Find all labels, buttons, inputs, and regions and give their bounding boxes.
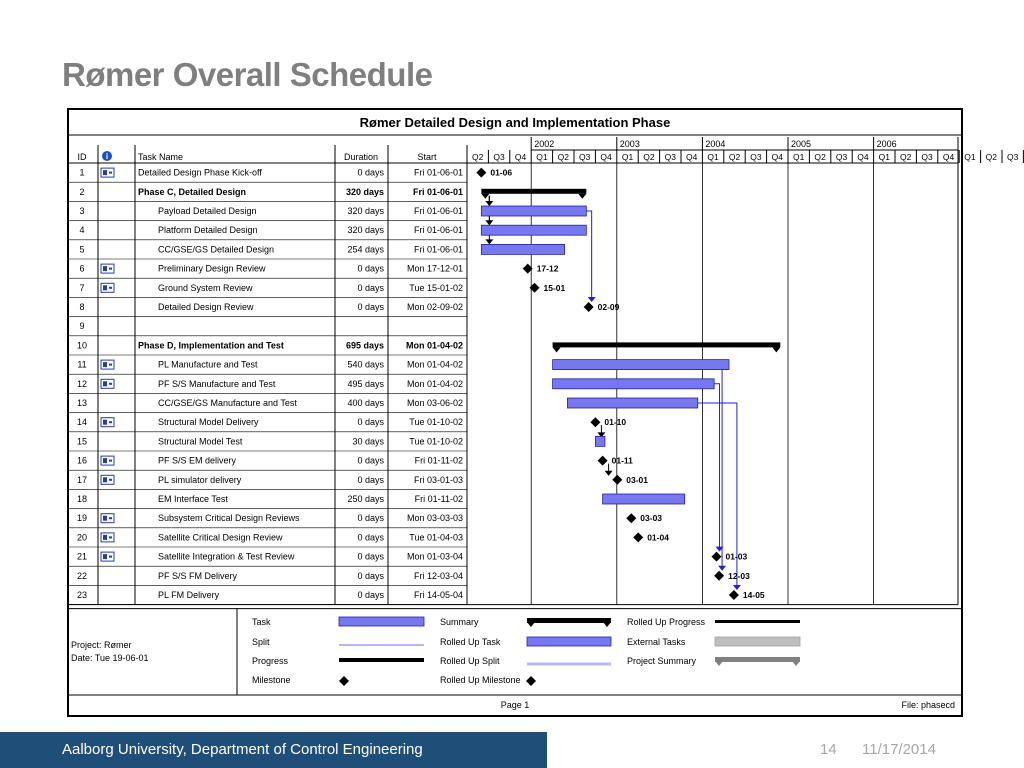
task-duration: 0 days [357, 167, 384, 178]
task-duration: 495 days [347, 378, 384, 389]
quarter-label: Q1 [793, 152, 805, 162]
header-start: Start [417, 152, 437, 162]
task-name: Phase D, Implementation and Test [138, 340, 284, 351]
note-icon-fill [103, 381, 107, 386]
quarter-label: Q3 [493, 152, 505, 162]
quarter-label: Q4 [942, 152, 955, 162]
task-name: PL Manufacture and Test [158, 359, 258, 370]
task-id: 14 [76, 417, 88, 428]
milestone-diamond [584, 302, 594, 312]
header-duration: Duration [343, 152, 379, 162]
summary-cap-right [578, 194, 586, 199]
task-duration: 695 days [345, 340, 384, 351]
legend-external-symbol [715, 637, 800, 646]
legend-rolled-milestone-symbol [526, 676, 536, 686]
task-bar [481, 225, 586, 235]
task-bar [595, 436, 605, 446]
milestone-label: 12-03 [728, 570, 750, 581]
milestone-label: 02-09 [597, 302, 620, 312]
task-duration: 320 days [347, 206, 384, 216]
task-id: 8 [79, 302, 85, 312]
task-name: Preliminary Design Review [158, 263, 266, 274]
quarter-label: Q3 [579, 152, 591, 162]
task-id: 1 [79, 167, 85, 178]
summary-bar [553, 342, 781, 347]
legend-summary-symbol [527, 618, 611, 623]
task-name: PF S/S Manufacture and Test [158, 378, 276, 389]
task-id: 23 [76, 590, 88, 600]
task-duration: 320 days [347, 225, 384, 236]
legend-item-label: Project Summary [627, 656, 697, 666]
note-icon-dot [109, 479, 112, 481]
quarter-label: Q2 [985, 152, 997, 162]
note-icon-fill [103, 285, 107, 290]
task-id: 13 [76, 398, 88, 408]
task-duration: 0 days [357, 474, 384, 485]
task-duration: 0 days [357, 551, 384, 562]
quarter-label: Q2 [557, 152, 569, 162]
task-id: 2 [79, 186, 85, 197]
milestone-link-arrow [605, 471, 613, 476]
task-bar [553, 379, 715, 389]
legend-item-label: Rolled Up Progress [627, 617, 706, 627]
task-start: Fri 12-03-04 [413, 570, 463, 581]
milestone-label: 01-10 [604, 417, 627, 428]
quarter-label: Q2 [814, 152, 826, 162]
dependency-arrow [733, 585, 741, 590]
note-icon-dot [109, 287, 112, 289]
legend-item-label: Summary [440, 617, 479, 627]
milestone-label: 15-01 [543, 282, 566, 293]
task-id: 21 [76, 551, 88, 562]
task-start: Mon 03-06-02 [406, 398, 463, 408]
task-name: Phase C, Detailed Design [138, 186, 247, 197]
task-id: 5 [79, 244, 85, 255]
note-icon [101, 475, 114, 484]
task-start: Mon 01-04-02 [406, 378, 463, 389]
task-id: 20 [76, 532, 88, 543]
task-name: PF S/S FM Delivery [158, 570, 238, 581]
note-icon-fill [103, 554, 107, 559]
task-start: Fri 03-01-03 [413, 474, 463, 485]
task-name: Structural Model Test [158, 436, 243, 447]
legend-task-symbol [339, 617, 424, 626]
task-id: 9 [79, 321, 85, 332]
note-icon-dot [109, 268, 112, 270]
legend-item-label: Task [252, 617, 271, 627]
dependency-link [714, 384, 719, 550]
legend-rolled-task-symbol [527, 637, 611, 646]
legend-project-summary-symbol [715, 657, 800, 662]
dependency-arrow [588, 297, 596, 302]
task-bar [553, 360, 729, 370]
note-icon-fill [103, 170, 107, 175]
legend-item-label: Progress [252, 656, 289, 666]
task-start: Mon 17-12-01 [406, 263, 463, 274]
quarter-label: Q1 [964, 152, 976, 162]
note-icon-fill [103, 362, 107, 367]
slide-title: Rømer Overall Schedule [62, 56, 433, 93]
milestone-diamond [729, 590, 739, 600]
milestone-label: 01-03 [725, 551, 748, 562]
note-icon-fill [103, 516, 107, 521]
task-start: Mon 03-03-03 [406, 513, 463, 524]
year-label: 2002 [534, 139, 555, 149]
task-name: PL simulator delivery [158, 474, 242, 485]
milestone-diamond [612, 475, 622, 485]
task-name: CC/GSE/GS Manufacture and Test [158, 398, 297, 408]
legend-item-label: Rolled Up Task [440, 637, 501, 647]
note-icon-fill [103, 266, 107, 271]
note-icon-dot [109, 460, 112, 462]
quarter-label: Q1 [707, 152, 719, 162]
note-icon-fill [103, 477, 107, 482]
task-start: Fri 01-06-01 [413, 167, 463, 178]
quarter-label: Q1 [536, 152, 548, 162]
task-id: 22 [76, 570, 88, 581]
task-bar [481, 244, 564, 254]
note-icon [101, 552, 114, 561]
note-icon [101, 418, 114, 427]
quarter-label: Q4 [600, 152, 612, 162]
milestone-diamond [476, 168, 486, 178]
milestone-label: 17-12 [536, 263, 559, 274]
page-label: Page 1 [500, 700, 530, 710]
task-start: Tue 15-01-02 [409, 282, 463, 293]
task-start: Mon 02-09-02 [406, 302, 463, 312]
task-start: Fri 01-06-01 [413, 206, 463, 216]
year-label: 2006 [876, 139, 897, 149]
slide-number: 14 [820, 741, 837, 758]
note-icon-dot [109, 536, 112, 538]
note-icon-fill [103, 420, 107, 425]
note-icon-fill [103, 458, 107, 463]
task-name: PF S/S EM delivery [158, 455, 237, 466]
note-icon-dot [109, 364, 112, 366]
milestone-label: 03-01 [626, 474, 649, 485]
legend-project-summary-cap-left [715, 661, 723, 666]
note-icon [101, 514, 114, 523]
dependency-link [586, 211, 591, 300]
legend-item-label: External Tasks [627, 637, 686, 647]
task-start: Tue 01-10-02 [409, 436, 463, 447]
task-name: CC/GSE/GS Detailed Design [158, 244, 275, 255]
note-icon [101, 283, 114, 292]
task-name: Structural Model Delivery [158, 417, 259, 428]
legend-item-label: Rolled Up Milestone [440, 675, 521, 685]
header-info-glyph: i [105, 152, 109, 161]
task-id: 7 [79, 282, 85, 293]
milestone-diamond [633, 532, 643, 542]
task-name: Detailed Design Phase Kick-off [138, 167, 262, 178]
milestone-label: 01-11 [611, 455, 633, 466]
quarter-label: Q3 [921, 152, 933, 162]
legend-project-summary-cap-right [792, 661, 800, 666]
legend-rolled-progress-symbol [715, 620, 800, 623]
milestone-label: 14-05 [742, 590, 765, 600]
milestone-diamond [626, 513, 636, 523]
milestone-label: 01-04 [647, 532, 669, 543]
task-duration: 0 days [357, 282, 384, 293]
legend-progress-symbol [339, 658, 424, 662]
note-icon-fill [103, 535, 107, 540]
quarter-label: Q2 [643, 152, 655, 162]
year-label: 2005 [791, 139, 812, 149]
legend-project: Project: Rømer [71, 640, 132, 650]
quarter-label: Q3 [664, 152, 676, 162]
note-icon [101, 533, 114, 542]
legend-summary-cap-right [603, 622, 611, 627]
milestone-diamond [712, 552, 722, 562]
quarter-label: Q2 [472, 152, 484, 162]
dependency-link [722, 365, 729, 569]
note-icon-dot [109, 517, 112, 519]
task-start: Fri 14-05-04 [413, 590, 463, 600]
task-id: 10 [76, 340, 88, 351]
task-duration: 250 days [347, 494, 384, 504]
summary-cap-right [772, 347, 780, 352]
task-name: PL FM Delivery [158, 590, 220, 600]
task-id: 15 [76, 436, 88, 447]
task-id: 11 [77, 359, 87, 370]
task-id: 4 [79, 225, 85, 236]
task-start: Fri 01-11-02 [414, 455, 463, 466]
quarter-label: Q3 [835, 152, 848, 162]
task-id: 17 [76, 474, 88, 485]
task-id: 12 [76, 378, 88, 389]
quarter-label: Q3 [1007, 152, 1019, 162]
task-name: Ground System Review [158, 282, 253, 293]
task-bar [603, 494, 685, 504]
task-duration: 0 days [357, 263, 384, 274]
note-icon [101, 379, 114, 388]
task-duration: 30 days [352, 436, 384, 447]
legend-item-label: Milestone [252, 675, 291, 685]
task-start: Fri 01-11-02 [414, 494, 463, 504]
quarter-label: Q2 [728, 152, 741, 162]
task-duration: 400 days [347, 398, 384, 408]
year-label: 2003 [619, 139, 640, 149]
task-name: Platform Detailed Design [158, 225, 258, 236]
milestone-label: 01-06 [490, 167, 513, 178]
task-start: Tue 01-10-02 [409, 417, 463, 428]
task-start: Mon 01-04-02 [406, 359, 463, 370]
task-duration: 0 days [357, 513, 384, 524]
slide-date: 11/17/2014 [862, 741, 936, 758]
milestone-label: 03-03 [640, 513, 663, 524]
milestone-diamond [598, 456, 608, 466]
task-bar [567, 398, 697, 408]
quarter-label: Q4 [686, 152, 698, 162]
legend-item-label: Split [252, 637, 270, 647]
task-start: Mon 01-04-02 [405, 340, 463, 351]
quarter-label: Q1 [621, 152, 634, 162]
note-icon-dot [109, 172, 112, 174]
legend-date: Date: Tue 19-06-01 [71, 653, 149, 663]
task-name: Subsystem Critical Design Reviews [158, 513, 300, 524]
legend-item-label: Rolled Up Split [440, 656, 500, 666]
task-name: Satellite Critical Design Review [158, 532, 283, 543]
year-label: 2004 [705, 139, 726, 149]
quarter-label: Q4 [514, 152, 527, 162]
task-duration: 0 days [357, 455, 384, 466]
note-icon [101, 360, 114, 369]
task-duration: 320 days [345, 186, 384, 197]
task-duration: 0 days [357, 570, 384, 581]
quarter-label: Q1 [878, 152, 890, 162]
header-id: ID [77, 152, 87, 162]
task-id: 6 [79, 263, 85, 274]
file-label: File: phasecd [901, 700, 955, 710]
task-start: Fri 01-06-01 [413, 225, 463, 236]
task-name: Payload Detailed Design [158, 206, 257, 216]
task-duration: 0 days [357, 590, 384, 600]
task-duration: 254 days [347, 244, 384, 255]
header-task-name: Task Name [138, 152, 184, 162]
task-name: Detailed Design Review [158, 302, 254, 312]
note-icon-dot [109, 421, 112, 423]
start-link-arrow [485, 239, 493, 244]
task-duration: 0 days [357, 417, 384, 428]
note-icon [101, 456, 114, 465]
task-bar [481, 206, 586, 216]
footer-text: Aalborg University, Department of Control Engineering [62, 741, 423, 758]
task-id: 18 [76, 494, 88, 504]
note-icon-dot [109, 556, 112, 558]
task-start: Mon 01-03-04 [406, 551, 463, 562]
task-id: 3 [79, 206, 85, 216]
task-name: Satellite Integration & Test Review [158, 551, 295, 562]
legend-milestone-symbol [339, 676, 349, 686]
quarter-label: Q2 [900, 152, 912, 162]
milestone-diamond [590, 417, 600, 427]
legend-summary-cap-left [527, 622, 535, 627]
task-id: 19 [76, 513, 88, 524]
gantt-title: Rømer Detailed Design and Implementation Phase [359, 115, 671, 130]
task-name: EM Interface Test [158, 494, 228, 504]
note-icon-dot [109, 383, 112, 385]
task-duration: 0 days [357, 302, 384, 312]
task-start: Tue 01-04-03 [409, 532, 463, 543]
task-duration: 540 days [347, 359, 384, 370]
task-start: Fri 01-06-01 [412, 186, 463, 197]
milestone-diamond [714, 571, 724, 581]
quarter-label: Q4 [771, 152, 783, 162]
task-start: Fri 01-06-01 [413, 244, 463, 255]
quarter-label: Q3 [750, 152, 762, 162]
quarter-label: Q4 [857, 152, 869, 162]
note-icon [101, 264, 114, 273]
summary-cap-left [553, 347, 561, 352]
dependency-arrow [718, 566, 726, 571]
task-id: 16 [76, 455, 88, 466]
task-duration: 0 days [357, 532, 384, 543]
summary-cap-left [481, 194, 489, 199]
note-icon [101, 168, 114, 177]
summary-bar [481, 189, 586, 194]
